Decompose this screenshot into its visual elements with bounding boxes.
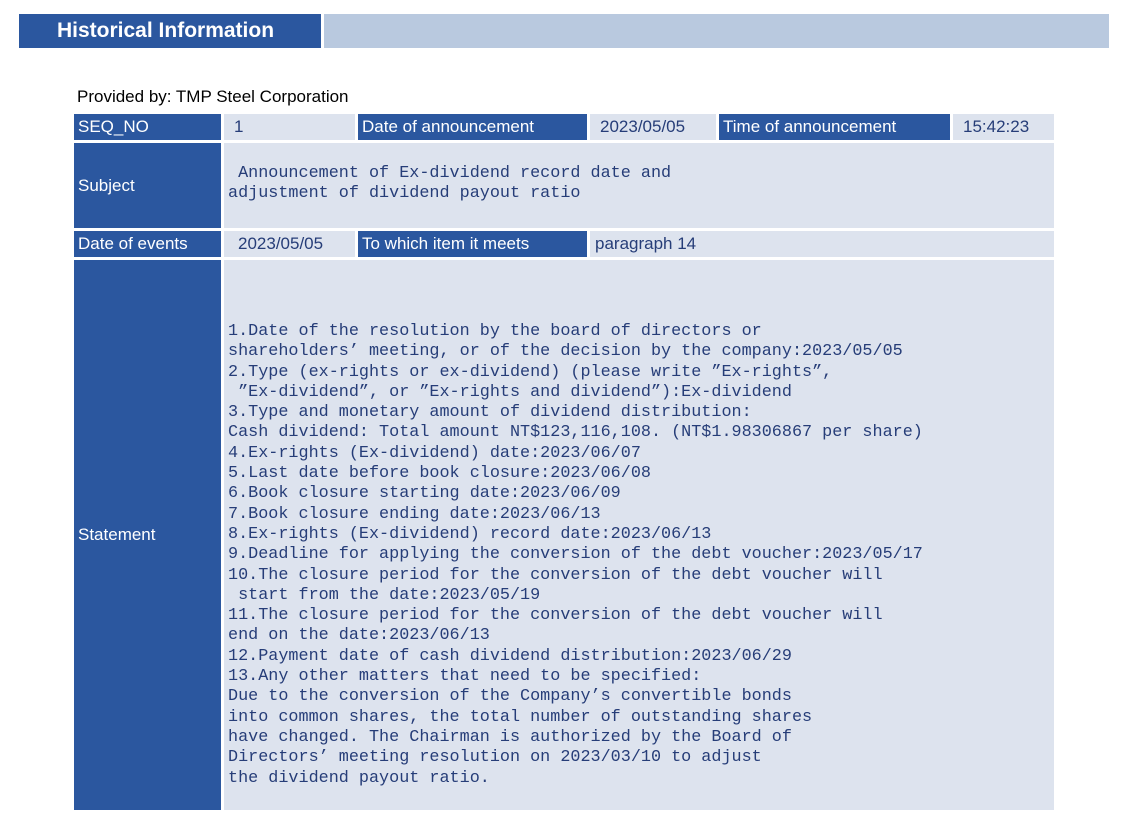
statement-text: 1.Date of the resolution by the board of directors or shareholders’ meeting, or of the decision by the company:2023/05/05 2.Type (ex-rights or ex-dividend) (please write ”Ex-rights”, ”Ex-dividend”, or ”Ex-rights and dividend”):Ex-dividend 3.Type and monetary amount of dividend distribution: Cash dividend: Total amount NT$123,116,108. (NT$1.98306867 per share) 4.Ex-rights (Ex-dividend) date:2023/06/07 5.Last date before book closure:2023/06/08 6.Book closure starting date:2023/06/09 7.Book closure ending date:2023/06/13 8.Ex-rights (Ex-dividend) record date:2023/06/13 9.Deadline for applying the conversion of the debt voucher:2023/05/17 10.The closure period for the conversion of the debt voucher will start from the date:2023/05/19 11.The closure period for the conversion of the debt voucher will end on the date:2023/06/13 12.Payment date of cash dividend distribution:2023/06/29 13.Any other matters that need to be specified: Due to the conversion of the Company’s convertible bonds into common shares, the total number of outstanding shares have changed. The Chairman is authorized by the Board of Directors’ meeting resolution on 2023/03/10 to adjust the dividend payout ratio.: [228, 322, 923, 788]
statement-value: [224, 260, 1054, 810]
seq-no-value: 1: [224, 114, 355, 140]
item-meets-value: paragraph 14: [590, 231, 1054, 257]
announcement-date-label: Date of announcement: [358, 114, 587, 140]
announcement-time-value: 15:42:23: [953, 114, 1054, 140]
subject-label: [74, 143, 221, 228]
events-date-value: 2023/05/05: [224, 231, 355, 257]
statement-label-text: Statement: [78, 525, 156, 544]
item-meets-label: To which item it meets: [358, 231, 587, 257]
subject-text: Announcement of Ex-dividend record date and adjustment of dividend payout ratio: [228, 164, 672, 204]
provider-text: Provided by: TMP Steel Corporation: [77, 87, 349, 106]
statement-label: [74, 260, 221, 810]
subject-label-text: Subject: [78, 175, 135, 195]
page-title: Historical Information: [19, 14, 321, 48]
events-date-label: Date of events: [74, 231, 221, 257]
header-bar: [324, 14, 1109, 48]
announcement-date-value: 2023/05/05: [590, 114, 716, 140]
seq-no-label: SEQ_NO: [74, 114, 221, 140]
announcement-time-label: Time of announcement: [719, 114, 950, 140]
subject-value: [224, 143, 1054, 228]
